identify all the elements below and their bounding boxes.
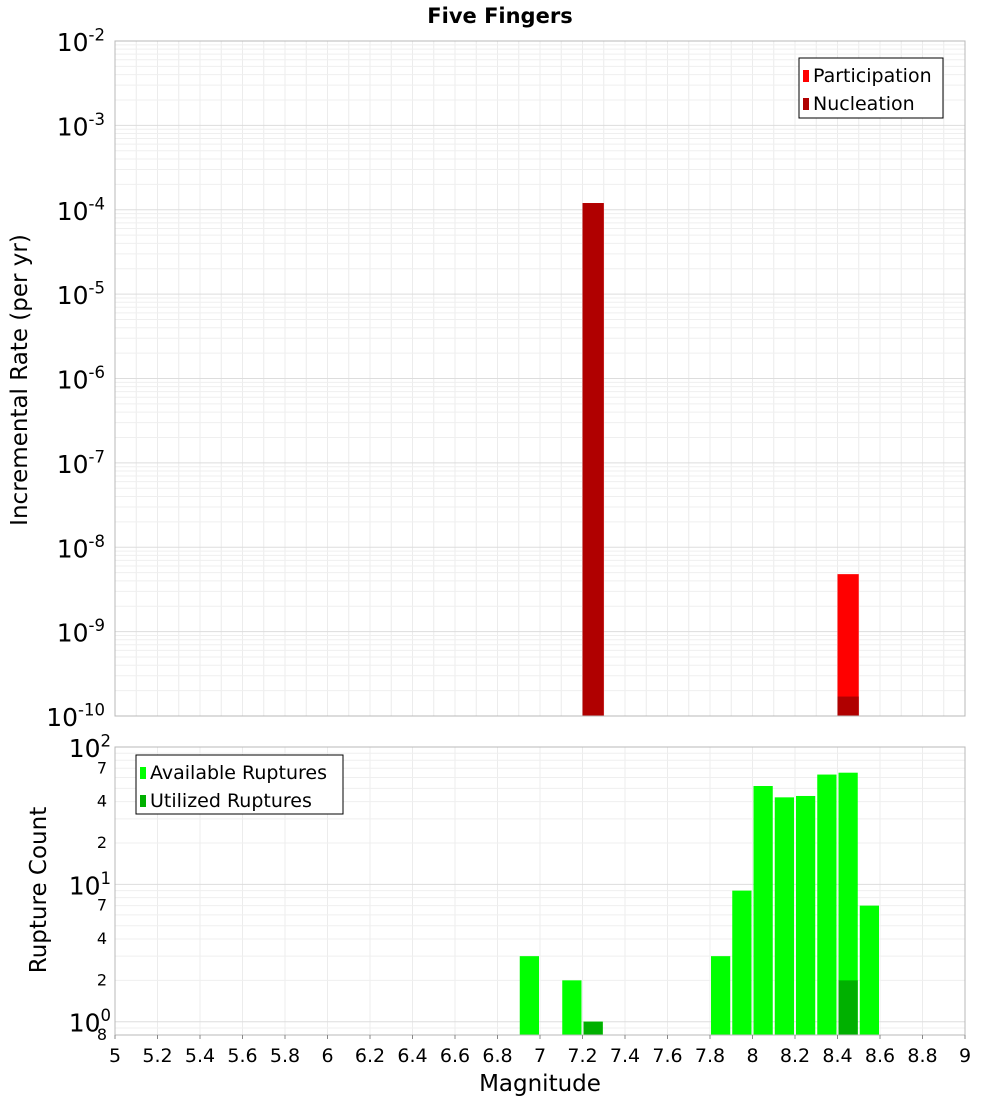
- bar-available-ruptures: [732, 891, 751, 1035]
- y-tick-label: $10^1$: [68, 868, 111, 901]
- top-y-ticks: [46, 26, 105, 733]
- legend-swatch: [803, 70, 809, 82]
- x-tick-label: 6.6: [439, 1045, 471, 1067]
- y-tick-label: $10^{-8}$: [56, 531, 105, 564]
- y-tick-label: 7: [96, 895, 107, 915]
- top-legend: [799, 58, 943, 118]
- x-tick-label: 7: [533, 1045, 547, 1067]
- x-ticks: [109, 1035, 971, 1067]
- x-tick-label: 5.4: [184, 1045, 216, 1067]
- legend-swatch: [803, 98, 809, 110]
- bar-available-ruptures: [754, 786, 773, 1035]
- legend-swatch: [140, 795, 146, 807]
- bar-available-ruptures: [711, 956, 730, 1035]
- y-tick-label: $10^{-5}$: [56, 278, 105, 311]
- x-tick-label: 8.8: [907, 1045, 938, 1067]
- top-y-axis-label: Incremental Rate (per yr): [7, 234, 33, 526]
- legend-label: Available Ruptures: [150, 762, 327, 784]
- x-tick-label: 6.2: [354, 1045, 386, 1067]
- bar-utilized-ruptures: [584, 1022, 603, 1035]
- x-tick-label: 8.2: [779, 1045, 811, 1067]
- legend-label: Utilized Ruptures: [150, 790, 312, 812]
- y-tick-label: $10^{-2}$: [56, 25, 105, 57]
- bottom-legend: [136, 755, 343, 814]
- x-tick-label: 5.8: [269, 1045, 301, 1067]
- bar-utilized-ruptures: [839, 980, 858, 1035]
- y-tick-label: $10^{-3}$: [56, 109, 105, 142]
- y-tick-label: $10^{-9}$: [56, 616, 105, 648]
- x-tick-label: 5.6: [227, 1045, 258, 1067]
- bottom-plot-area: [69, 732, 971, 1068]
- bar-available-ruptures: [520, 956, 539, 1035]
- y-tick-label: 4: [96, 791, 107, 811]
- x-tick-label: 7.2: [567, 1045, 598, 1067]
- x-tick-label: 6: [321, 1045, 334, 1067]
- x-tick-label: 8.4: [822, 1045, 853, 1067]
- y-tick-label: 2: [96, 833, 107, 852]
- bottom-y-axis-label: Rupture Count: [26, 806, 52, 974]
- legend-label: Participation: [813, 65, 932, 87]
- y-tick-label: 4: [96, 929, 107, 948]
- x-tick-label: 6.4: [397, 1045, 428, 1067]
- y-tick-label: 2: [96, 970, 107, 990]
- bar-available-ruptures: [562, 980, 581, 1035]
- chart-title: Five Fingers: [427, 4, 573, 28]
- y-tick-label: $10^0$: [68, 1006, 111, 1038]
- x-axis-label: Magnitude: [479, 1071, 601, 1097]
- x-tick-label: 7.8: [694, 1045, 726, 1067]
- y-tick-label: 7: [96, 758, 107, 778]
- y-tick-label: $10^{-6}$: [56, 363, 105, 395]
- bar-available-ruptures: [817, 775, 836, 1035]
- bar-participation: [838, 574, 859, 716]
- y-tick-label: $10^{-4}$: [56, 194, 105, 226]
- top-plot-area: [46, 26, 965, 733]
- y-tick-label: $10^{-7}$: [56, 447, 105, 479]
- x-tick-label: 7.6: [652, 1045, 683, 1067]
- x-tick-label: 8: [746, 1045, 759, 1067]
- x-tick-label: 8.6: [864, 1045, 896, 1067]
- bar-available-ruptures: [860, 906, 879, 1035]
- x-tick-label: 9: [958, 1045, 972, 1067]
- y-tick-label: 8: [96, 1025, 107, 1044]
- x-tick-label: 5.2: [142, 1045, 173, 1067]
- legend-swatch: [140, 767, 146, 779]
- x-tick-label: 5: [108, 1045, 122, 1067]
- legend-label: Nucleation: [813, 93, 915, 115]
- y-tick-label: $10^2$: [68, 731, 111, 763]
- x-tick-label: 6.8: [482, 1045, 513, 1067]
- bar-nucleation: [583, 203, 604, 716]
- bar-nucleation: [838, 697, 859, 716]
- bottom-y-ticks: [69, 732, 111, 1045]
- bar-available-ruptures: [796, 796, 815, 1035]
- y-tick-label: $10^{-10}$: [46, 700, 105, 732]
- bar-available-ruptures: [775, 797, 794, 1035]
- x-tick-label: 7.4: [609, 1045, 641, 1067]
